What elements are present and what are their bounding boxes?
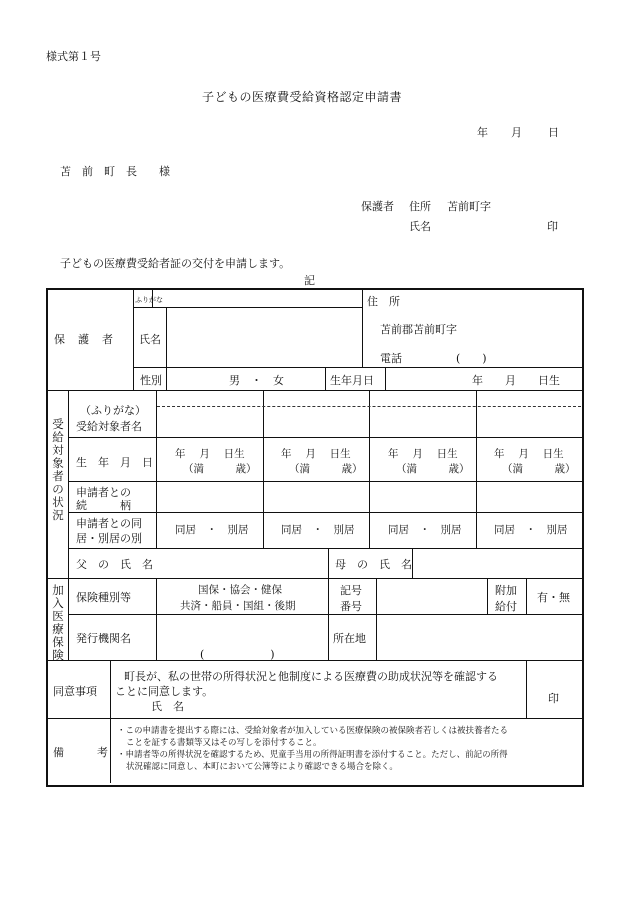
applicant-address-value[interactable]: 苫前町字: [447, 200, 491, 213]
ki-label: 記: [304, 274, 315, 287]
additional-benefit-label-1: 附加: [495, 584, 517, 597]
insurance-section-label: 加入医療保険: [52, 583, 64, 662]
recipient-dob-cell[interactable]: 年 月 日生: [388, 448, 458, 460]
recipient-dob-cell[interactable]: 年 月 日生: [281, 448, 351, 460]
consent-text-2: ことに同意します。: [115, 685, 214, 698]
recipient-dob-label: 生 年 月 日: [76, 456, 153, 469]
recipient-section-label: 受給対象者の状況: [52, 417, 64, 522]
date-day: 日: [548, 126, 559, 139]
insurance-type-options-1[interactable]: 国保・協会・健保: [198, 584, 282, 596]
applicant-guardian-label: 保護者: [361, 200, 394, 213]
consent-seal: 印: [548, 692, 559, 705]
consent-name-label: 氏 名: [151, 700, 184, 713]
remarks-line-3: ・申請者等の所得状況を確認するため、児童手当用の所得証明書を添付すること。ただし、前記の所得: [117, 750, 508, 760]
recipient-age-cell[interactable]: （満 歳）: [183, 463, 257, 475]
location-label: 所在地: [333, 632, 366, 645]
consent-text-1: 町長が、私の世帯の所得状況と他制度による医療費の助成状況等を確認する: [124, 670, 498, 683]
cohab-option[interactable]: 同居 ・ 別居: [175, 524, 249, 536]
request-text: 子どもの医療費受給者証の交付を申請します。: [60, 257, 291, 270]
applicant-address-label: 住所: [409, 200, 431, 213]
insurance-type-label: 保険種別等: [76, 591, 131, 604]
addressee: 苫 前 町 長 様: [60, 165, 170, 178]
cohab-label-1: 申請者との同: [76, 517, 142, 530]
additional-benefit-options[interactable]: 有・無: [537, 591, 570, 604]
sex-label: 性別: [140, 374, 162, 387]
form-number: 様式第１号: [46, 50, 101, 63]
father-name-label: 父 の 氏 名: [76, 558, 153, 571]
guardian-name-label: 氏名: [139, 333, 161, 346]
cohab-option[interactable]: 同居 ・ 別居: [281, 524, 355, 536]
remarks-label: 備 考: [53, 746, 108, 759]
relation-label-2: 続 柄: [76, 499, 131, 512]
date-year: 年: [477, 126, 488, 139]
recipient-name-label: 受給対象者名: [76, 420, 142, 433]
cohab-option[interactable]: 同居 ・ 別居: [494, 524, 568, 536]
recipient-furigana-label: （ふりがな）: [80, 404, 146, 417]
date-month: 月: [511, 126, 522, 139]
number-label: 番号: [340, 600, 362, 613]
guardian-section-label: 保 護 者: [54, 333, 114, 346]
additional-benefit-label-2: 給付: [495, 600, 517, 613]
guardian-dob-value[interactable]: 年 月 日生: [472, 374, 560, 387]
mother-name-label: 母 の 氏 名: [335, 558, 412, 571]
consent-label: 同意事項: [53, 685, 97, 698]
recipient-dob-cell[interactable]: 年 月 日生: [494, 448, 564, 460]
guardian-dob-label: 生年月日: [330, 374, 374, 387]
recipient-age-cell[interactable]: （満 歳）: [502, 463, 576, 475]
remarks-line-4: 状況確認に同意し、本町において公簿等により確認できる場合を除く。: [126, 762, 398, 772]
guardian-address-value[interactable]: 苫前郡苫前町字: [380, 323, 457, 336]
applicant-name-label: 氏名: [409, 220, 431, 233]
issuer-paren[interactable]: ( ): [200, 648, 275, 661]
relation-label-1: 申請者との: [76, 486, 131, 499]
guardian-phone-paren[interactable]: ( ): [456, 352, 487, 365]
recipient-age-cell[interactable]: （満 歳）: [289, 463, 363, 475]
recipient-dob-cell[interactable]: 年 月 日生: [175, 448, 245, 460]
cohab-label-2: 居・別居の別: [76, 532, 142, 545]
issuer-label: 発行機関名: [76, 632, 131, 645]
cohab-option[interactable]: 同居 ・ 別居: [388, 524, 462, 536]
remarks-line-1: ・この申請書を提出する際には、受給対象者が加入している医療保険の被保険者若しくは被扶養者たる: [117, 726, 509, 736]
sex-options[interactable]: 男 ・ 女: [229, 374, 284, 387]
recipient-age-cell[interactable]: （満 歳）: [396, 463, 470, 475]
symbol-label: 記号: [340, 584, 362, 597]
page-title: 子どもの医療費受給資格認定申請書: [202, 90, 403, 104]
furigana-label: ふりがな: [135, 296, 163, 304]
remarks-line-2: ことを証する書類等又はその写しを添付すること。: [126, 738, 322, 748]
guardian-address-label: 住 所: [367, 295, 400, 308]
insurance-type-options-2[interactable]: 共済・船員・国組・後期: [180, 600, 296, 612]
guardian-phone-label: 電話: [380, 352, 402, 365]
applicant-seal: 印: [547, 220, 558, 233]
